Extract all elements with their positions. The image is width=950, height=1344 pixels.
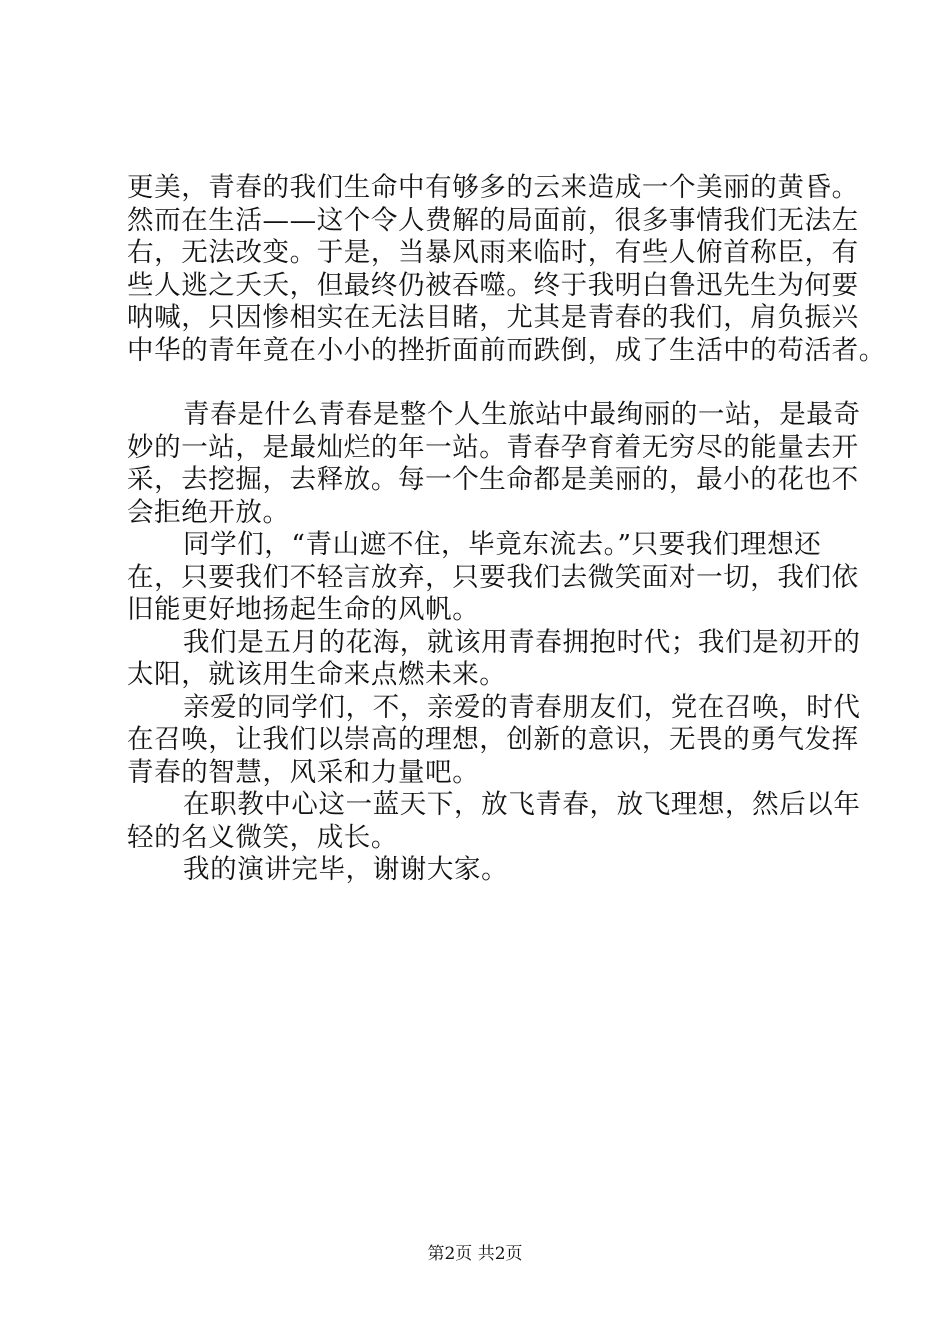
text-line: 妙的一站，是最灿烂的年一站。青春孕育着无穷尽的能量去开 xyxy=(127,431,859,463)
paragraph-gap xyxy=(127,367,839,399)
paragraph-youth-definition xyxy=(127,399,861,529)
text-line: 中华的青年竟在小小的挫折面前而跌倒，成了生活中的苟活者。 xyxy=(127,334,886,366)
text-line: 太阳，就该用生命来点燃未来。 xyxy=(127,659,507,690)
paragraph-closing xyxy=(127,854,839,887)
text-line: 采，去挖掘，去释放。每一个生命都是美丽的，最小的花也不 xyxy=(127,464,859,495)
text-line: 轻的名义微笑，成长。 xyxy=(127,821,398,853)
text-line: 我们是五月的花海，就该用青春拥抱时代；我们是初开的 xyxy=(183,626,861,658)
paragraph-classmates xyxy=(127,529,859,627)
document-body xyxy=(127,172,886,887)
text-line: 在召唤，让我们以崇高的理想，创新的意识，无畏的勇气发挥 xyxy=(127,724,859,755)
text-line: 会拒绝开放。 xyxy=(127,496,290,528)
text-line: 在，只要我们不轻言放弃，只要我们去微笑面对一切，我们依 xyxy=(127,561,859,593)
text-line: 亲爱的同学们，不，亲爱的青春朋友们，党在召唤，时代 xyxy=(183,691,861,723)
page-number-label: 第2页 共2页 xyxy=(427,1244,523,1264)
text-line: 然而在生活——这个令人费解的局面前，很多事情我们无法左 xyxy=(127,204,859,236)
text-line: 在职教中心这一蓝天下，放飞青春，放飞理想，然后以年 xyxy=(183,789,861,820)
text-line: 旧能更好地扬起生命的风帆。 xyxy=(127,594,480,625)
paragraph-may-flowers xyxy=(127,626,861,692)
paragraph-call-to-action xyxy=(127,691,861,790)
text-line: 青春是什么青春是整个人生旅站中最绚丽的一站，是最奇 xyxy=(183,399,861,430)
text-line: 我的演讲完毕，谢谢大家。 xyxy=(183,854,509,885)
page-footer xyxy=(0,1243,950,1265)
text-line: 些人逃之夭夭，但最终仍被吞噬。终于我明白鲁迅先生为何要 xyxy=(127,269,859,301)
continued-paragraph xyxy=(127,172,886,367)
paragraph-vocational-center xyxy=(127,789,861,854)
text-line: 青春的智慧，风采和力量吧。 xyxy=(127,756,480,788)
text-line: 更美，青春的我们生命中有够多的云来造成一个美丽的黄昏。 xyxy=(127,172,859,203)
text-line: 右，无法改变。于是，当暴风雨来临时，有些人俯首称臣，有 xyxy=(127,237,859,268)
text-line: 呐喊，只因惨相实在无法目睹，尤其是青春的我们，肩负振兴 xyxy=(127,302,859,333)
text-line: 同学们，“青山遮不住，毕竟东流去。”只要我们理想还 xyxy=(183,529,822,560)
